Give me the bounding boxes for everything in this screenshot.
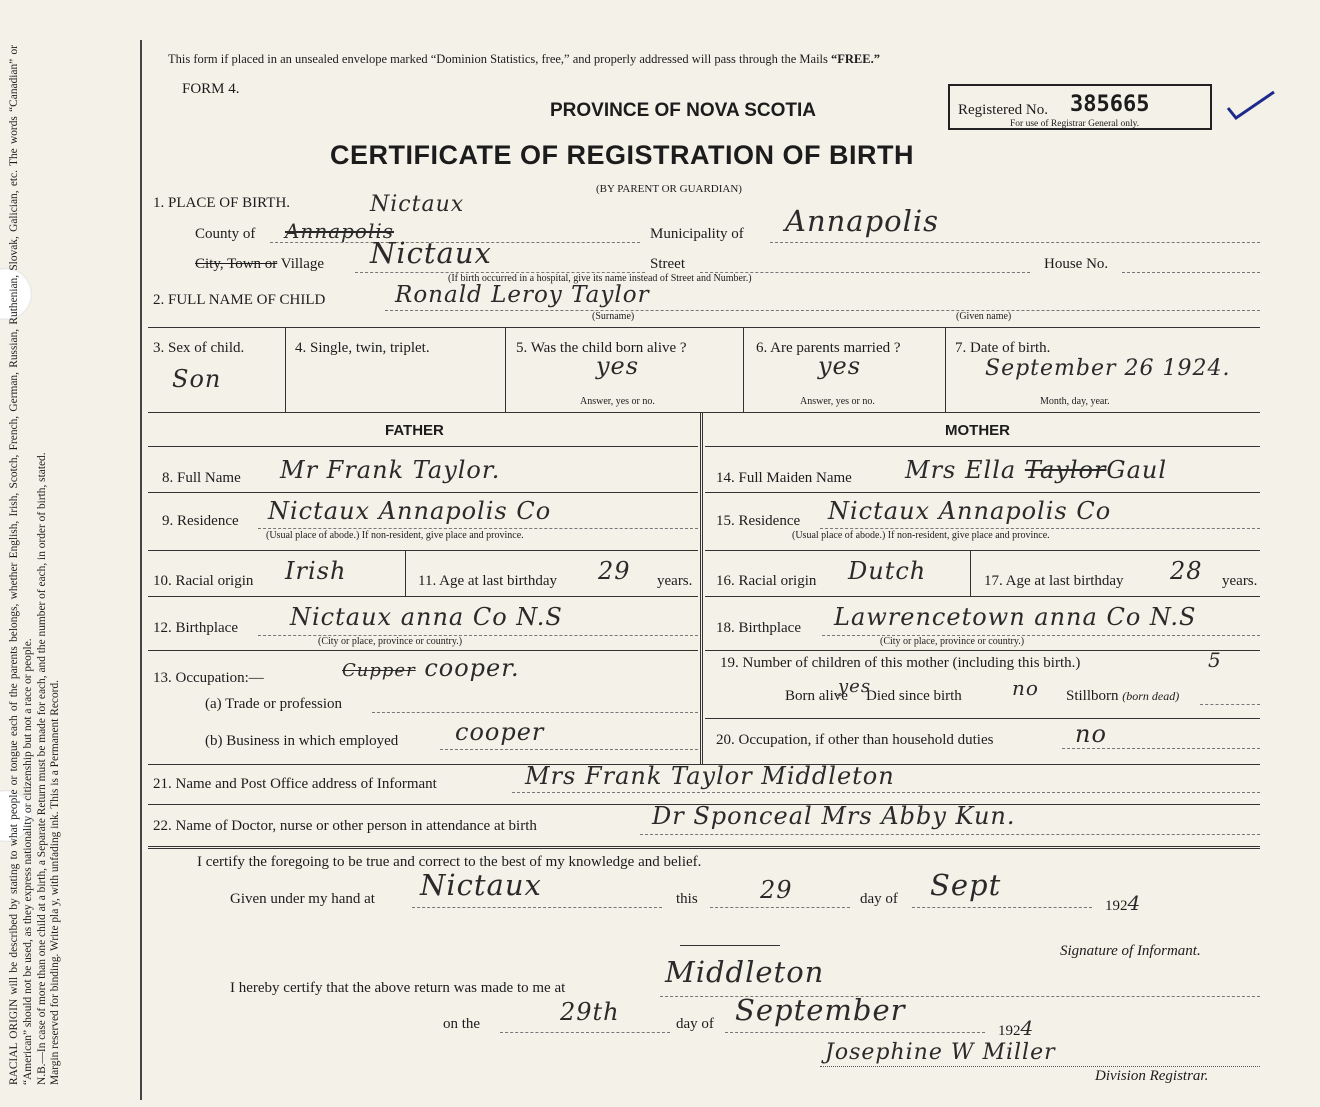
registrar-year-prefix: 192	[998, 1023, 1021, 1039]
margin-notes	[8, 45, 63, 1085]
mother-racial-value: Dutch	[848, 557, 927, 585]
row19-rule	[705, 718, 1260, 719]
margin-note-multiple-birth: N.B.—In case of more than one child at a birth, a Separate Return must be made for each, and the number of each, in order of birth, stated.	[35, 452, 48, 1085]
municipality-label: Municipality of	[650, 226, 744, 242]
mother-racial-label: 16. Racial origin	[716, 573, 817, 589]
informant-label: 21. Name and Post Office address of Informant	[153, 776, 437, 792]
row3-top-rule	[148, 327, 1260, 328]
mother-name-label: 14. Full Maiden Name	[716, 470, 852, 486]
hospital-note: (If birth occurred in a hospital, give its name instead of Street and Number.)	[448, 273, 752, 284]
born-alive-answer: yes	[596, 352, 640, 380]
sex-value: Son	[172, 365, 222, 393]
county-struck: Annapolis	[285, 219, 395, 243]
mother-name-first: Mrs Ella	[905, 456, 1017, 484]
children-count-value: 5	[1208, 648, 1222, 672]
stillborn-line	[1200, 704, 1260, 705]
father-racial-label: 10. Racial origin	[153, 573, 254, 589]
city-village-labels	[195, 256, 324, 273]
child-name-line	[385, 310, 1260, 311]
father-age-value: 29	[598, 557, 631, 585]
row3-divider-3	[743, 327, 744, 412]
mother-occupation-label: 20. Occupation, if other than household duties	[716, 732, 994, 748]
single-twin-label: 4. Single, twin, triplet.	[295, 340, 430, 356]
children-count-label: 19. Number of children of this mother (including this birth.)	[720, 655, 1081, 671]
place-of-birth-label: 1. PLACE OF BIRTH.	[153, 195, 291, 211]
certify-day-line	[710, 907, 850, 908]
child-name-value: Ronald Leroy Taylor	[395, 282, 650, 308]
surname-note: (Surname)	[592, 311, 635, 322]
informant-signature-line	[680, 945, 780, 946]
mother-name-struck: Taylor	[1024, 456, 1107, 484]
given-place-line	[412, 907, 662, 908]
registrar-day-value: 29th	[560, 998, 620, 1026]
margin-note-racial: RACIAL ORIGIN will be described by stating to what people or tongue each of the parents belongs, whether English, Irish, Scotch, French, German, Russian, Ruthenian, Slovak, Galician, etc. The words “Canadian” or “American” should not be used, as they express nationality or citizenship but not a race or people.	[8, 45, 34, 1085]
mother-name-value	[905, 456, 1167, 484]
mother-residence-value: Nictaux Annapolis Co	[828, 497, 1112, 525]
mother-residence-note: (Usual place of abode.) If non-resident, give place and province.	[792, 530, 1050, 541]
registrar-place-value: Middleton	[665, 955, 825, 989]
village-label: Village	[280, 256, 325, 272]
province-heading: PROVINCE OF NOVA SCOTIA	[550, 100, 817, 121]
city-town-struck: City, Town or	[195, 256, 278, 272]
informant-signature-label: Signature of Informant.	[1060, 943, 1201, 959]
mother-age-label: 17. Age at last birthday	[984, 573, 1124, 589]
row3-divider-4	[945, 327, 946, 412]
row10-rule	[148, 596, 698, 597]
certify-this-label: this	[676, 891, 698, 907]
registrar-signature-line	[820, 1066, 1260, 1067]
mother-occupation-value: no	[1075, 720, 1107, 748]
father-racial-value: Irish	[285, 557, 347, 585]
born-alive-question: 5. Was the child born alive ?	[516, 340, 687, 356]
county-label: County of	[195, 226, 256, 242]
doctor-line	[640, 834, 1260, 835]
parents-divider	[700, 412, 703, 764]
certify-day-value: 29	[760, 876, 793, 904]
father-residence-label: 9. Residence	[162, 513, 239, 529]
given-place-value: Nictaux	[420, 868, 542, 902]
registered-box	[948, 84, 1212, 130]
father-birthplace-value: Nictaux anna Co N.S	[290, 603, 563, 631]
row14-rule	[705, 492, 1260, 493]
registrar-month-value: September	[735, 993, 906, 1027]
mother-heading-rule	[705, 446, 1260, 447]
registrar-day-line	[500, 1032, 670, 1033]
father-residence-line	[258, 528, 698, 529]
margin-note-binding: Margin reserved for binding. Write pla y, with unfading ink. This is a Permanent Record.	[49, 680, 62, 1085]
certify-statement: I certify the foregoing to be true and correct to the best of my knowledge and belief.	[197, 854, 702, 870]
mail-notice	[168, 52, 880, 67]
died-since-value: no	[1012, 676, 1039, 700]
given-name-note: (Given name)	[956, 311, 1012, 322]
father-birthplace-note: (City or place, province or country.)	[318, 636, 463, 647]
mother-age-value: 28	[1170, 557, 1203, 585]
sex-label: 3. Sex of child.	[153, 340, 245, 356]
mother-birthplace-value: Lawrencetown anna Co N.S	[834, 603, 1197, 631]
trade-label: (a) Trade or profession	[205, 696, 343, 712]
row3-divider-1	[285, 327, 286, 412]
father-heading: FATHER	[385, 422, 444, 439]
informant-value: Mrs Frank Taylor Middleton	[525, 762, 895, 790]
house-no-label: House No.	[1044, 256, 1109, 272]
registered-number: 385665	[1070, 92, 1150, 117]
mother-heading: MOTHER	[945, 422, 1010, 439]
registrar-signature: Josephine W Miller	[825, 1040, 1056, 1065]
binding-rule	[140, 40, 142, 1100]
certify-day-of-label: day of	[860, 891, 898, 907]
registrar-statement: I hereby certify that the above return was made to me at	[230, 980, 566, 996]
mail-notice-text: This form if placed in an unsealed envelope marked “Dominion Statistics, free,” and properly addressed will pass through the Mails	[168, 52, 828, 66]
row15-rule	[705, 550, 1260, 551]
mail-notice-free: “FREE.”	[831, 52, 880, 66]
registrar-year-suffix: 4	[1020, 1016, 1035, 1040]
certify-year	[1105, 891, 1141, 915]
mother-birthplace-note: (City or place, province or country.)	[880, 636, 1025, 647]
row16-divider	[970, 550, 971, 596]
stillborn-label	[1066, 688, 1179, 705]
page-subtitle: (BY PARENT OR GUARDIAN)	[596, 183, 742, 195]
mother-birthplace-label: 18. Birthplace	[716, 620, 801, 636]
registrar-title: Division Registrar.	[1095, 1068, 1209, 1084]
row18-rule	[705, 650, 1260, 651]
business-label: (b) Business in which employed	[205, 733, 399, 749]
father-occupation-written: cooper.	[424, 654, 520, 682]
mother-residence-line	[820, 528, 1260, 529]
child-name-label: 2. FULL NAME OF CHILD	[153, 292, 326, 308]
municipality-value: Annapolis	[785, 204, 940, 238]
date-of-birth-value: September 26 1924.	[985, 356, 1231, 381]
stillborn-text: Stillborn	[1066, 688, 1119, 704]
mother-residence-label: 15. Residence	[716, 513, 801, 529]
municipality-line	[770, 242, 1260, 243]
registrar-note: For use of Registrar General only.	[1010, 119, 1140, 129]
mother-years: years.	[1222, 573, 1258, 589]
born-alive-label: Born alive	[785, 688, 848, 704]
doctor-value: Dr Sponceal Mrs Abby Kun.	[652, 802, 1016, 830]
informant-line	[512, 792, 1260, 793]
married-question: 6. Are parents married ?	[756, 340, 901, 356]
certify-month-line	[912, 907, 1092, 908]
registrar-month-line	[725, 1032, 985, 1033]
born-alive-note: Answer, yes or no.	[580, 396, 655, 407]
father-heading-rule	[148, 446, 698, 447]
certify-year-prefix: 192	[1105, 898, 1128, 914]
given-label: Given under my hand at	[230, 891, 375, 907]
father-occupation-value	[342, 654, 520, 682]
father-age-label: 11. Age at last birthday	[418, 573, 557, 589]
form-number: FORM 4.	[182, 81, 240, 97]
business-value: cooper	[455, 718, 545, 746]
row12-rule	[148, 650, 698, 651]
street-label: Street	[650, 256, 685, 272]
row16-rule	[705, 596, 1260, 597]
married-answer: yes	[818, 352, 862, 380]
row8-rule	[148, 492, 698, 493]
trade-line	[372, 712, 698, 713]
row10-divider	[405, 550, 406, 596]
father-birthplace-label: 12. Birthplace	[153, 620, 238, 636]
father-years: years.	[657, 573, 693, 589]
date-of-birth-note: Month, day, year.	[1040, 396, 1110, 407]
mother-name-maiden: Gaul	[1106, 456, 1168, 484]
village-value: Nictaux	[370, 236, 492, 270]
place-of-birth-written: Nictaux	[370, 192, 465, 217]
certify-month-value: Sept	[930, 868, 1002, 902]
father-name-value: Mr Frank Taylor.	[280, 456, 501, 484]
house-no-line	[1122, 272, 1260, 273]
registered-label: Registered No.	[958, 102, 1048, 118]
mother-occupation-line	[1062, 748, 1260, 749]
certify-year-suffix: 4	[1127, 891, 1142, 915]
row9-rule	[148, 550, 698, 551]
check-mark-icon	[1226, 88, 1276, 122]
married-note: Answer, yes or no.	[800, 396, 875, 407]
date-of-birth-label: 7. Date of birth.	[955, 340, 1051, 356]
father-residence-note: (Usual place of abode.) If non-resident, give place and province.	[266, 530, 524, 541]
page-title: CERTIFICATE OF REGISTRATION OF BIRTH	[330, 140, 914, 170]
father-residence-value: Nictaux Annapolis Co	[268, 497, 552, 525]
father-occupation-label: 13. Occupation:—	[153, 670, 264, 686]
registrar-year	[998, 1016, 1034, 1040]
section-divider	[148, 846, 1260, 849]
registrar-on-label: on the	[443, 1016, 481, 1032]
doctor-label: 22. Name of Doctor, nurse or other person in attendance at birth	[153, 818, 537, 834]
business-line	[440, 749, 698, 750]
registrar-day-of-label: day of	[676, 1016, 714, 1032]
row3-divider-2	[505, 327, 506, 412]
born-alive-value: yes	[838, 676, 872, 697]
died-since-label: Died since birth	[866, 688, 962, 704]
father-name-label: 8. Full Name	[162, 470, 241, 486]
stillborn-note: (born dead)	[1122, 689, 1180, 703]
row3-bottom-rule	[148, 412, 1260, 413]
father-occupation-struck: Cupper	[342, 660, 416, 681]
